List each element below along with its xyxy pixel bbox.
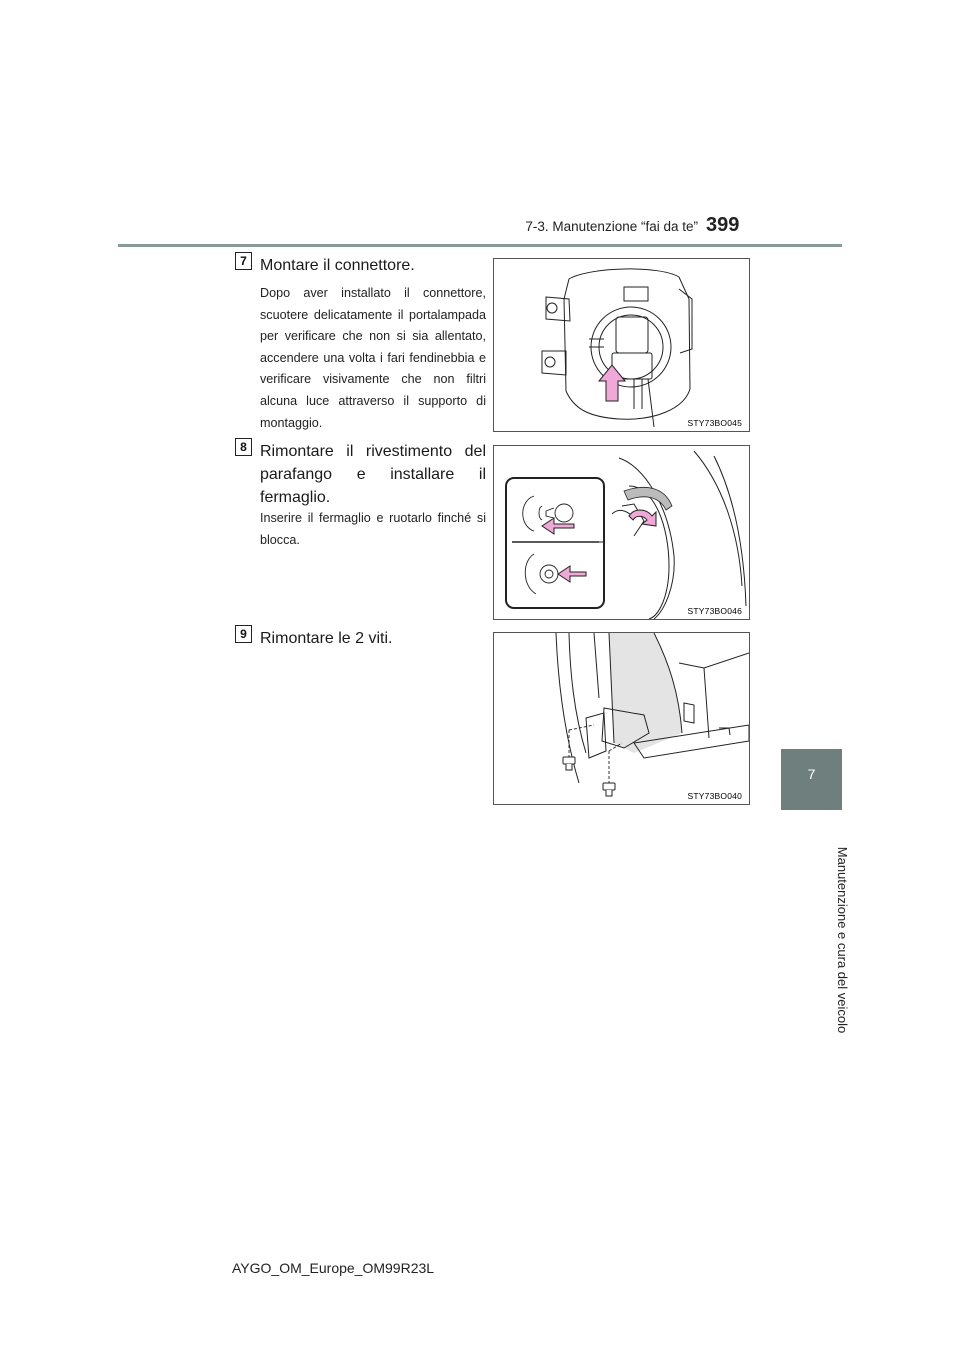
chapter-tab-number: 7 xyxy=(807,766,816,782)
fender-screws-illustration xyxy=(494,633,749,804)
header-rule xyxy=(118,244,842,247)
screw-icon-1 xyxy=(563,757,575,770)
chapter-side-label: Manutenzione e cura del veicolo xyxy=(835,846,850,1034)
screw-icon-2 xyxy=(603,783,615,796)
section-title: 7-3. Manutenzione “fai da te” xyxy=(525,219,698,234)
figure-fender-liner-clip xyxy=(493,445,750,620)
step-badge-8: 8 xyxy=(235,438,252,456)
step-badge-7: 7 xyxy=(235,252,252,270)
figure-fog-lamp-connector xyxy=(493,258,750,432)
step-badge-9: 9 xyxy=(235,625,252,643)
step-8-title: Rimontare il rivestimento del parafango e installare il fermaglio. xyxy=(260,443,486,506)
connector-arrow-icon xyxy=(599,365,625,401)
page-number: 399 xyxy=(706,214,740,236)
step-7-body: Dopo aver installato il connettore, scuotere delicatamente il portalampada per verificare che non si sia allentato, accendere una volta i fari fendinebbia e verificare visivamente che non filtri alcuna luce attraverso il supporto di montaggio. xyxy=(260,286,486,430)
step-9-title: Rimontare le 2 viti. xyxy=(260,630,393,647)
document-id: AYGO_OM_Europe_OM99R23L xyxy=(232,1260,435,1276)
figure-code-3: STY73BO040 xyxy=(687,791,742,801)
fog-lamp-connector-illustration xyxy=(494,259,749,431)
step-8-body: Inserire il fermaglio e ruotarlo finché si blocca. xyxy=(260,511,486,547)
figure-code-1: STY73BO045 xyxy=(687,418,742,428)
fender-liner-clip-illustration xyxy=(494,446,749,619)
step-7-title: Montare il connettore. xyxy=(260,257,415,274)
figure-fender-screws xyxy=(493,632,750,805)
figure-code-2: STY73BO046 xyxy=(687,606,742,616)
